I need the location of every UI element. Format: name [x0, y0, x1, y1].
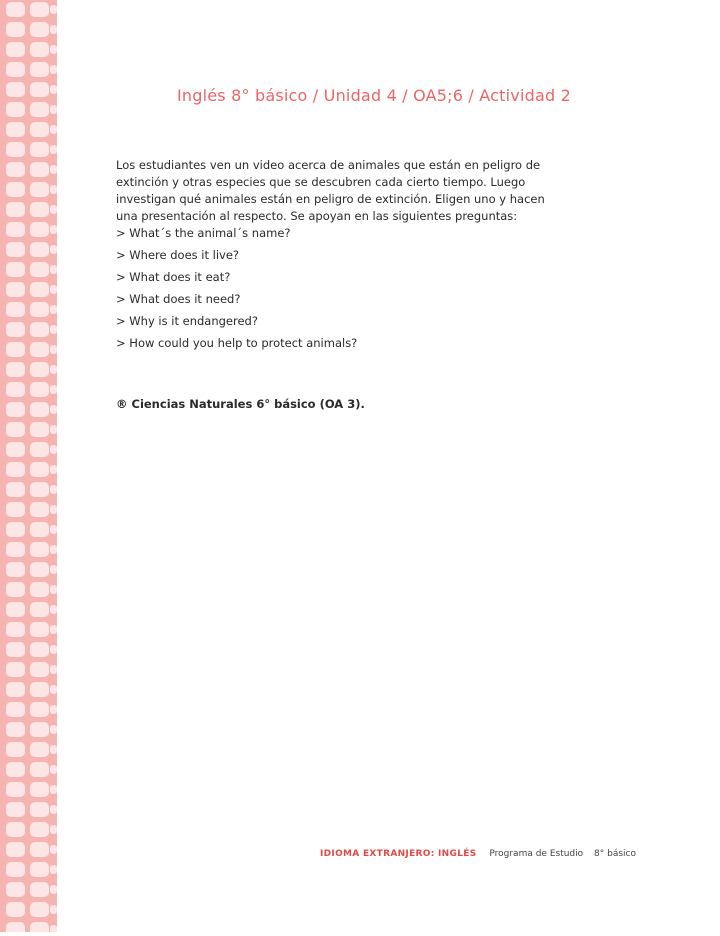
sidebar-notch: [50, 705, 57, 714]
sidebar-notch: [50, 505, 57, 514]
sidebar-notch: [50, 25, 57, 34]
sidebar-notch: [50, 105, 57, 114]
sidebar-notch: [50, 325, 57, 334]
sidebar-tile: [30, 222, 49, 237]
sidebar-tile: [30, 702, 49, 717]
sidebar-tile: [6, 402, 25, 417]
sidebar-notch: [50, 565, 57, 574]
activity-body: [116, 157, 564, 357]
sidebar-tile: [6, 282, 25, 297]
sidebar-tile: [6, 322, 25, 337]
sidebar-tile: [30, 682, 49, 697]
sidebar-tile: [6, 162, 25, 177]
sidebar-notch: [50, 825, 57, 834]
sidebar-tile: [30, 342, 49, 357]
sidebar-tile: [6, 422, 25, 437]
sidebar-notch: [50, 525, 57, 534]
list-item: > What´s the animal´s name?: [116, 226, 291, 240]
sidebar-tile: [6, 582, 25, 597]
sidebar-tile: [30, 322, 49, 337]
sidebar-tile: [6, 382, 25, 397]
page-title: Inglés 8° básico / Unidad 4 / OA5;6 / Actividad 2: [177, 86, 571, 105]
sidebar-notch: [50, 305, 57, 314]
sidebar-pattern: [0, 0, 57, 932]
list-item: > Why is it endangered?: [116, 314, 258, 328]
sidebar-notch: [50, 585, 57, 594]
sidebar-notch: [50, 865, 57, 874]
sidebar-tile: [30, 882, 49, 897]
sidebar-tile: [30, 262, 49, 277]
sidebar-tile: [6, 462, 25, 477]
sidebar-tile: [30, 722, 49, 737]
sidebar-tile: [6, 342, 25, 357]
sidebar-tile: [6, 782, 25, 797]
sidebar-notch: [50, 5, 57, 14]
sidebar-tile: [6, 142, 25, 157]
sidebar-notch: [50, 745, 57, 754]
sidebar-notch: [50, 345, 57, 354]
sidebar-tile: [6, 842, 25, 857]
sidebar-notch: [50, 185, 57, 194]
sidebar-tile: [30, 202, 49, 217]
sidebar-tile: [6, 22, 25, 37]
sidebar-tile: [6, 702, 25, 717]
sidebar-tile: [30, 482, 49, 497]
sidebar-notch: [50, 765, 57, 774]
sidebar-tile: [6, 642, 25, 657]
sidebar-tile: [6, 602, 25, 617]
question-list: [116, 225, 564, 352]
sidebar-notch: [50, 425, 57, 434]
sidebar-tile: [30, 142, 49, 157]
sidebar-tile: [30, 462, 49, 477]
sidebar-notch: [50, 665, 57, 674]
sidebar-notch: [50, 805, 57, 814]
sidebar-notch: [50, 485, 57, 494]
sidebar-tile: [30, 902, 49, 917]
sidebar-tile: [30, 242, 49, 257]
sidebar-notch: [50, 245, 57, 254]
sidebar-notch: [50, 545, 57, 554]
sidebar-tile: [6, 902, 25, 917]
sidebar-notch: [50, 365, 57, 374]
sidebar-tile: [6, 722, 25, 737]
sidebar-tile: [30, 782, 49, 797]
sidebar-tile: [30, 182, 49, 197]
decorative-sidebar-strip: [0, 0, 57, 932]
sidebar-notch: [50, 885, 57, 894]
page-footer: [320, 849, 636, 859]
sidebar-notch: [50, 845, 57, 854]
footer-grade: 8° básico: [594, 849, 636, 859]
sidebar-notch: [50, 625, 57, 634]
sidebar-tile: [6, 182, 25, 197]
sidebar-tile: [6, 562, 25, 577]
sidebar-tile: [30, 22, 49, 37]
sidebar-tile: [6, 502, 25, 517]
sidebar-tile: [6, 2, 25, 17]
sidebar-tile: [6, 362, 25, 377]
sidebar-notch: [50, 45, 57, 54]
sidebar-tile: [30, 502, 49, 517]
sidebar-notch: [50, 385, 57, 394]
sidebar-notch: [50, 405, 57, 414]
sidebar-notch: [50, 905, 57, 914]
sidebar-tile: [6, 302, 25, 317]
sidebar-tile: [30, 602, 49, 617]
sidebar-tile: [30, 62, 49, 77]
sidebar-tile: [30, 622, 49, 637]
sidebar-tile: [6, 42, 25, 57]
footer-subject: IDIOMA EXTRANJERO: INGLÉS: [320, 849, 477, 859]
sidebar-notch: [50, 125, 57, 134]
sidebar-tile: [6, 682, 25, 697]
sidebar-notch: [50, 205, 57, 214]
cross-reference: ® Ciencias Naturales 6° básico (OA 3).: [116, 397, 365, 411]
sidebar-notch: [50, 445, 57, 454]
sidebar-notch: [50, 465, 57, 474]
sidebar-tile: [30, 582, 49, 597]
sidebar-tile: [6, 202, 25, 217]
sidebar-tile: [6, 762, 25, 777]
sidebar-tile: [30, 402, 49, 417]
sidebar-tile: [30, 522, 49, 537]
sidebar-notch: [50, 605, 57, 614]
sidebar-tile: [6, 882, 25, 897]
sidebar-notch: [50, 65, 57, 74]
sidebar-notch: [50, 925, 57, 932]
sidebar-tile: [6, 522, 25, 537]
list-item: > What does it eat?: [116, 270, 231, 284]
list-item: > Where does it live?: [116, 248, 240, 262]
sidebar-tile: [6, 482, 25, 497]
sidebar-tile: [30, 562, 49, 577]
sidebar-tile: [30, 162, 49, 177]
sidebar-tile: [30, 802, 49, 817]
sidebar-tile: [6, 922, 25, 932]
sidebar-tile: [30, 302, 49, 317]
sidebar-tile: [6, 542, 25, 557]
list-item: > What does it need?: [116, 292, 241, 306]
sidebar-notch: [50, 685, 57, 694]
sidebar-tile: [6, 622, 25, 637]
list-item: > How could you help to protect animals?: [116, 336, 358, 350]
sidebar-tile: [30, 2, 49, 17]
sidebar-tile: [6, 802, 25, 817]
sidebar-notch: [50, 285, 57, 294]
sidebar-tile: [30, 642, 49, 657]
sidebar-tile: [30, 422, 49, 437]
sidebar-tile: [30, 282, 49, 297]
sidebar-tile: [6, 122, 25, 137]
sidebar-tile: [30, 122, 49, 137]
sidebar-tile: [30, 42, 49, 57]
sidebar-tile: [6, 262, 25, 277]
sidebar-tile: [30, 742, 49, 757]
sidebar-notch: [50, 165, 57, 174]
sidebar-notch: [50, 645, 57, 654]
sidebar-notch: [50, 725, 57, 734]
sidebar-tile: [30, 762, 49, 777]
sidebar-tile: [6, 742, 25, 757]
sidebar-tile: [30, 542, 49, 557]
sidebar-tile: [30, 662, 49, 677]
sidebar-tile: [30, 922, 49, 932]
sidebar-notch: [50, 145, 57, 154]
sidebar-tile: [6, 62, 25, 77]
sidebar-tile: [30, 862, 49, 877]
sidebar-tile: [6, 222, 25, 237]
sidebar-tile: [30, 382, 49, 397]
sidebar-tile: [6, 822, 25, 837]
sidebar-tile: [6, 662, 25, 677]
sidebar-notch: [50, 225, 57, 234]
sidebar-notch: [50, 785, 57, 794]
sidebar-tile: [6, 862, 25, 877]
sidebar-tile: [30, 442, 49, 457]
sidebar-tile: [30, 822, 49, 837]
activity-intro: Los estudiantes ven un video acerca de animales que están en peligro de extinción y otras especies que se descubren cada cierto tiempo. Luego investigan qué animales están en peligro de extinción. Eligen uno y hacen una presentación al respecto. Se apoyan en las siguientes preguntas:: [116, 158, 545, 223]
footer-program: Programa de Estudio: [489, 849, 584, 859]
sidebar-tile: [30, 362, 49, 377]
sidebar-tile: [30, 842, 49, 857]
sidebar-tile: [6, 242, 25, 257]
sidebar-tile: [6, 442, 25, 457]
sidebar-notch: [50, 265, 57, 274]
